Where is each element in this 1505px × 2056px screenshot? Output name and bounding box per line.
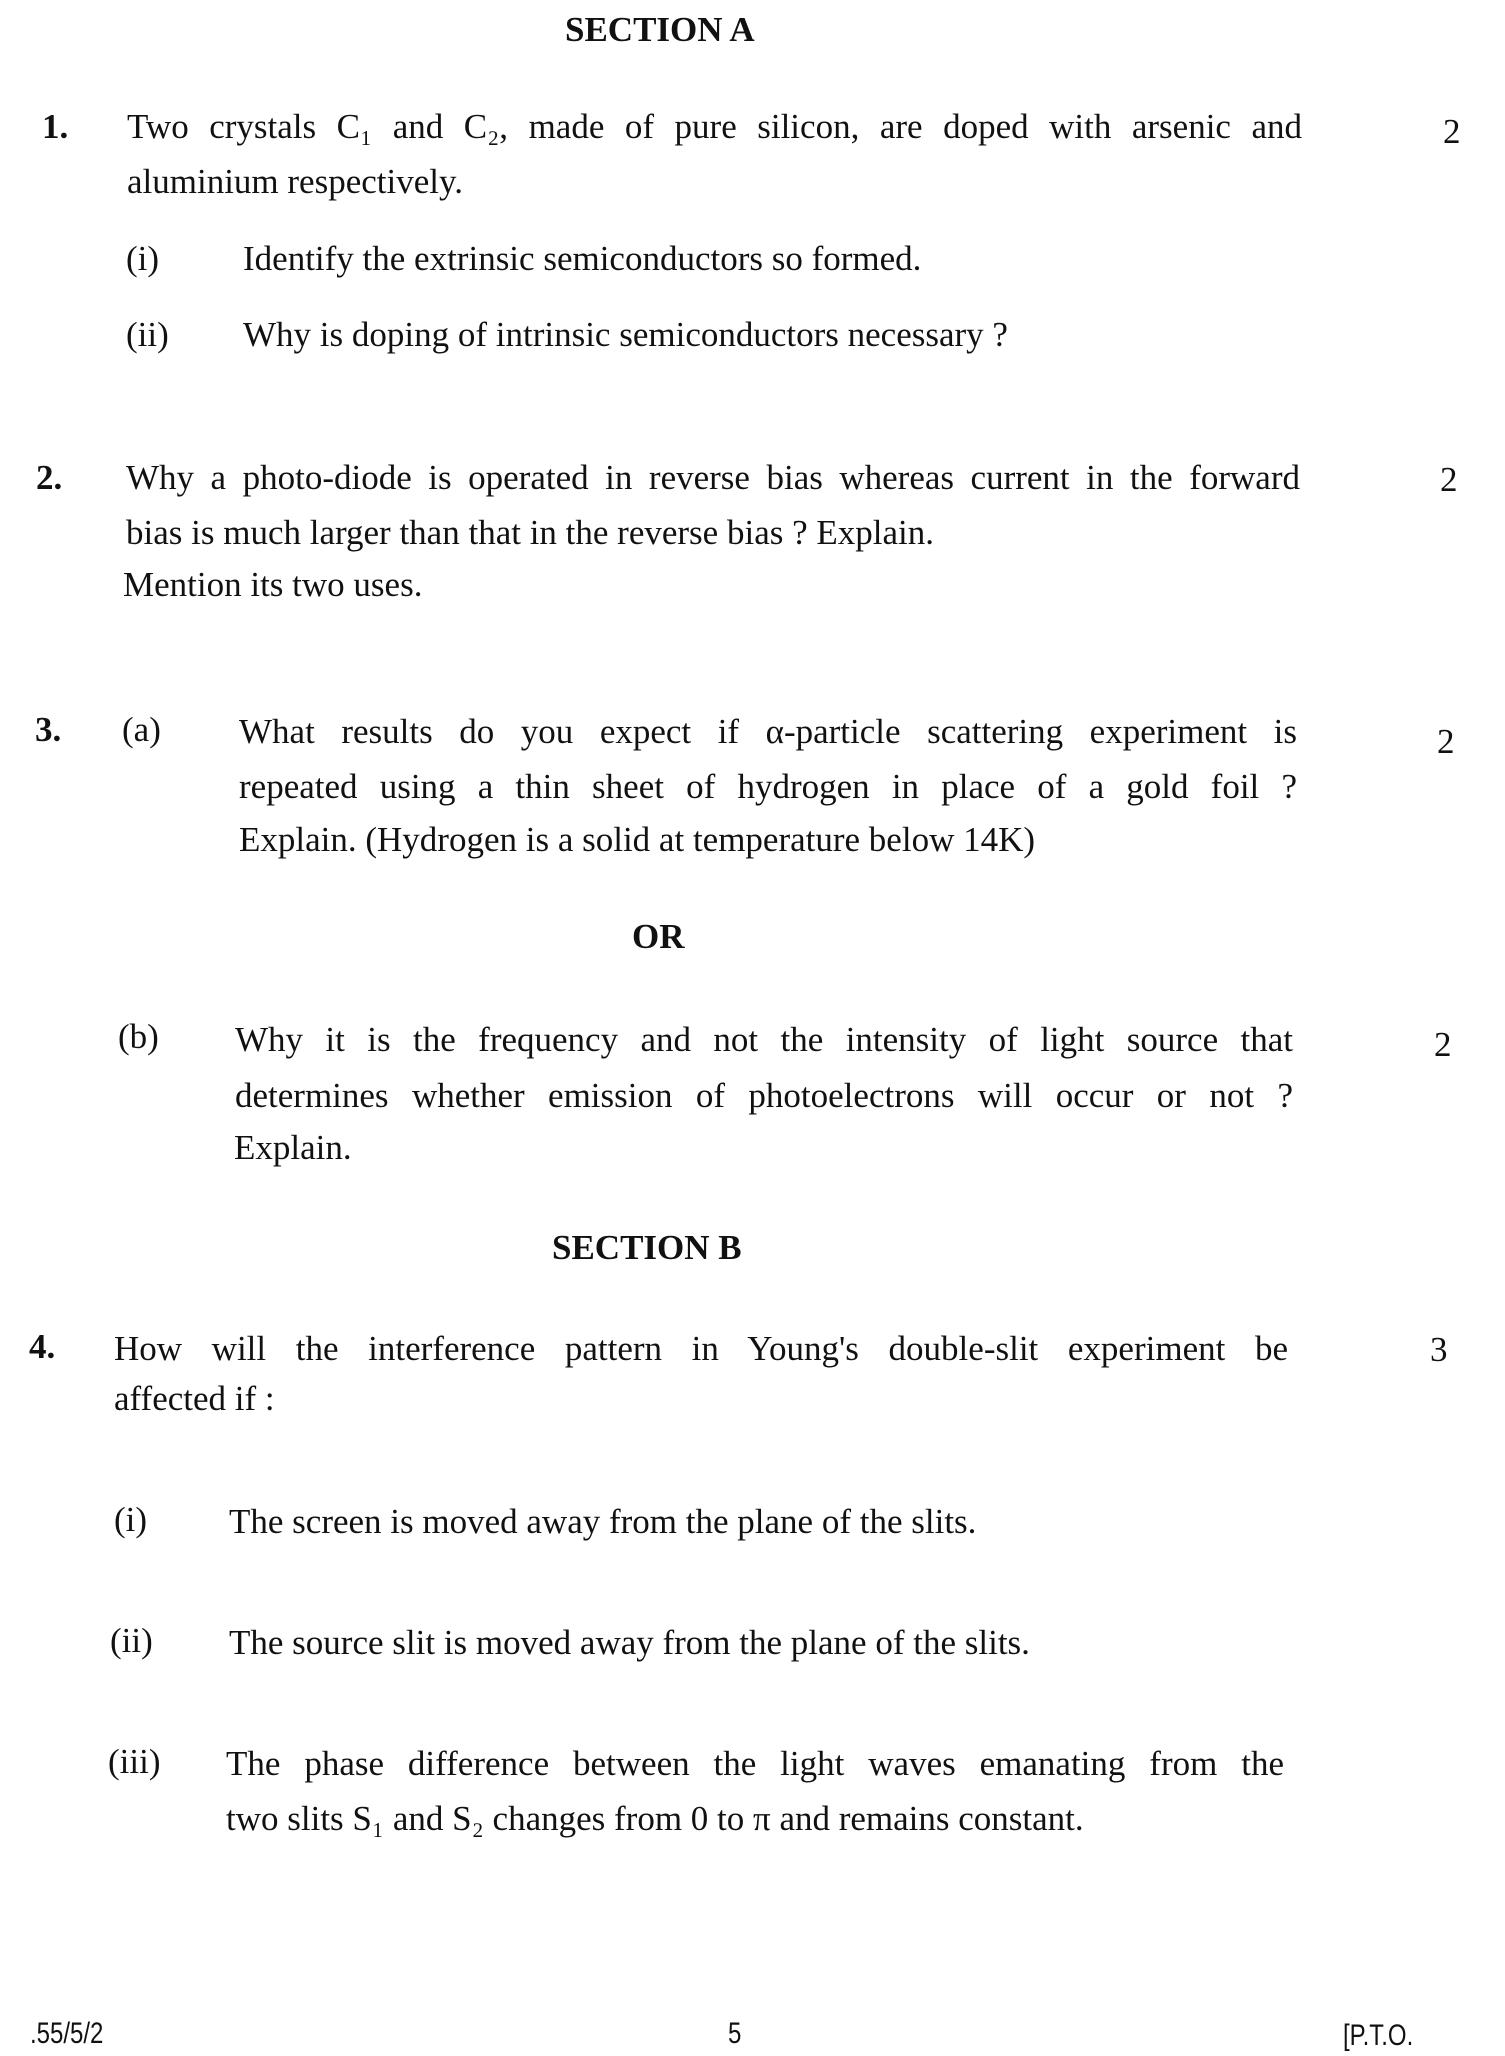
marks: 2 [1437, 722, 1455, 761]
question-text-line: bias is much larger than that in the reverse bias ? Explain. [126, 513, 934, 552]
part-text-line: Why it is the frequency and not the intensity of light source that [235, 1020, 1293, 1059]
part-label: (ii) [126, 315, 169, 354]
question-number: 1. [42, 107, 69, 146]
part-text-line: The source slit is moved away from the plane of the slits. [229, 1623, 1030, 1662]
part-text-line: Explain. (Hydrogen is a solid at temperature below 14K) [239, 820, 1036, 859]
part-text-line: determines whether emission of photoelectrons will occur or not ? [235, 1076, 1293, 1115]
question-text-line: aluminium respectively. [127, 162, 463, 201]
section-b-heading: SECTION B [552, 1228, 742, 1267]
part-label: (a) [122, 710, 161, 749]
question-number: 3. [35, 710, 62, 749]
part-text-line: What results do you expect if α-particle scattering experiment is [239, 712, 1297, 751]
part-label: (i) [126, 239, 160, 278]
question-text-line: Mention its two uses. [123, 565, 423, 604]
part-text-line: two slits S₁ and S₂ changes from 0 to π and remains constant. [226, 1799, 1084, 1838]
part-text-line: The phase difference between the light waves emanating from the [226, 1744, 1284, 1783]
or-separator: OR [632, 917, 685, 956]
marks: 2 [1434, 1025, 1452, 1064]
marks: 2 [1443, 112, 1461, 151]
part-text-line: The screen is moved away from the plane of the slits. [229, 1502, 977, 1541]
paper-code: .55/5/2 [30, 2017, 104, 2050]
part-text: Identify the extrinsic semiconductors so formed. [243, 239, 922, 278]
question-text-line: affected if : [114, 1379, 275, 1418]
question-text-line: How will the interference pattern in Young's double-slit experiment be [114, 1329, 1288, 1368]
marks: 2 [1440, 460, 1458, 499]
question-text-line: Two crystals C₁ and C₂, made of pure silicon, are doped with arsenic and [127, 107, 1302, 146]
question-number: 4. [29, 1327, 56, 1366]
page-number: 5 [728, 2017, 742, 2050]
part-text-line: Explain. [234, 1128, 352, 1167]
part-label: (b) [118, 1017, 159, 1056]
part-label: (ii) [110, 1621, 153, 1660]
marks: 3 [1430, 1330, 1448, 1369]
section-a-heading: SECTION A [565, 10, 755, 49]
question-number: 2. [36, 458, 63, 497]
question-text-line: Why a photo-diode is operated in reverse bias whereas current in the forward [126, 458, 1300, 497]
part-text-line: repeated using a thin sheet of hydrogen in place of a gold foil ? [239, 767, 1297, 806]
part-label: (i) [114, 1500, 148, 1539]
part-label: (iii) [108, 1742, 161, 1781]
please-turn-over: [P.T.O. [1343, 2019, 1414, 2052]
part-text: Why is doping of intrinsic semiconductors necessary ? [243, 315, 1008, 354]
